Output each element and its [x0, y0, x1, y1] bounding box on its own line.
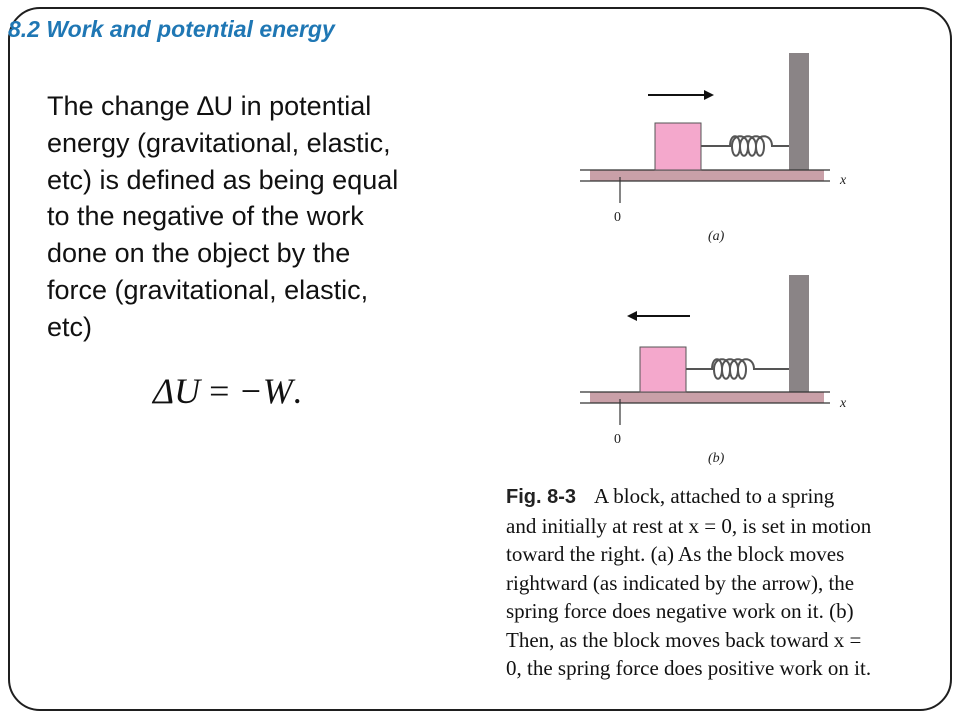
panel-label-a: (a) — [708, 229, 725, 244]
caption-line: rightward (as indicated by the arrow), the — [506, 570, 855, 595]
body-line: energy (gravitational, elastic, — [47, 127, 391, 158]
block-a — [655, 123, 701, 170]
caption-line — [506, 482, 936, 512]
panel-label-b: (b) — [708, 451, 725, 466]
arrow-head-b — [627, 311, 637, 321]
caption-line: toward the right. (a) As the block moves — [506, 542, 845, 566]
axis-label-b: x — [840, 396, 847, 411]
spring-block-figure — [580, 45, 880, 475]
body-line: done on the object by the — [47, 238, 351, 269]
block-b — [640, 347, 686, 392]
body-line: etc) is defined as being equal — [47, 164, 399, 195]
spring-a — [701, 136, 789, 156]
equation-delta-u: ΔU — [153, 371, 201, 411]
equation-equals: = — [200, 371, 239, 411]
wall-a — [789, 53, 809, 171]
spring-b — [686, 359, 789, 379]
caption-text: A block, attached to a spring — [594, 484, 835, 508]
figure-label: Fig. 8-3 — [506, 486, 577, 508]
floor-b — [590, 392, 824, 403]
caption-line: Then, as the block moves back toward x = — [506, 627, 862, 652]
caption-line: spring force does negative work on it. (b) — [506, 599, 854, 623]
floor-a — [590, 170, 824, 181]
axis-label-a: x — [840, 173, 847, 188]
arrow-head-a — [704, 90, 714, 100]
body-line: etc) — [47, 311, 93, 342]
equation-period: . — [292, 371, 302, 411]
body-line: force (gravitational, elastic, — [47, 274, 369, 305]
origin-label-a: 0 — [614, 210, 621, 225]
equation — [153, 370, 302, 412]
body-line: The change ∆U in potential — [47, 91, 372, 121]
origin-label-b: 0 — [614, 432, 621, 447]
caption-line: and initially at rest at x = 0, is set in motion — [506, 513, 872, 538]
equation-neg-w: −W — [238, 371, 293, 411]
panel-a — [580, 53, 847, 244]
slide-title: 8.2 Work and potential energy — [8, 16, 335, 42]
figure-caption — [506, 482, 936, 683]
spring-block-diagram — [580, 45, 880, 475]
wall-b — [789, 275, 809, 397]
body-paragraph — [47, 88, 472, 346]
body-line: to the negative of the work — [47, 201, 364, 232]
caption-line: 0, the spring force does positive work on it. — [506, 656, 872, 680]
panel-b — [580, 275, 847, 466]
